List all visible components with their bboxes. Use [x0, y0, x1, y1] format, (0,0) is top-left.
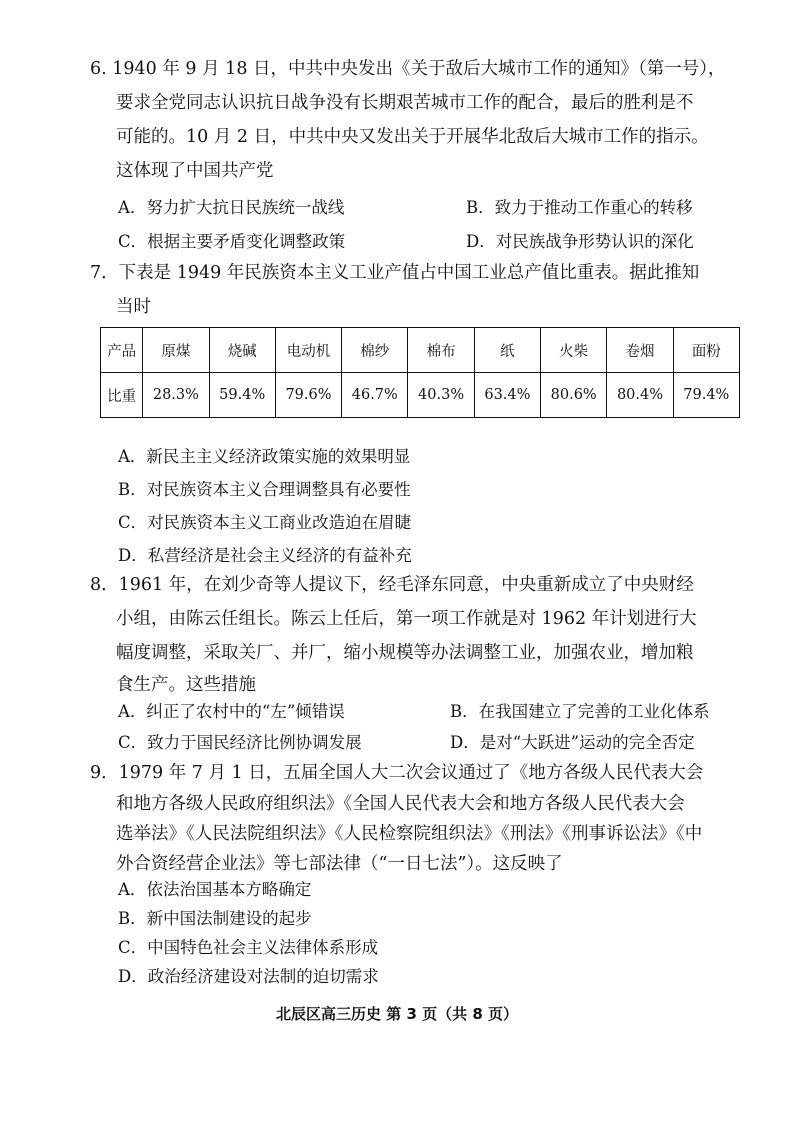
table-row [101, 373, 740, 418]
question-8-line-4: 食生产。这些措施 [116, 675, 256, 695]
question-9-option-b: B．新中国法制建设的起步 [118, 909, 312, 928]
table-cell: 46.7% [342, 373, 408, 418]
table-cell: 比重 [101, 373, 143, 418]
table-cell: 纸 [474, 328, 540, 373]
question-7-option-c: C．对民族资本主义工商业改造迫在眉睫 [118, 513, 412, 532]
table-cell: 63.4% [474, 373, 540, 418]
question-9-line-3: 选举法》《人民法院组织法》《人民检察院组织法》《刑法》《刑事诉讼法》《中 [116, 824, 703, 844]
question-9-option-d: D．政治经济建设对法制的迫切需求 [118, 967, 379, 986]
question-7-option-a: A．新民主主义经济政策实施的效果明显 [118, 447, 411, 466]
table-cell: 80.6% [541, 373, 607, 418]
question-9-option-c: C．中国特色社会主义法律体系形成 [118, 938, 379, 957]
table-cell: 28.3% [143, 373, 209, 418]
question-6-line-4: 这体现了中国共产党 [116, 161, 274, 181]
question-8-line-3: 幅度调整，采取关厂、并厂，缩小规模等办法调整工业，加强农业，增加粮 [116, 643, 694, 663]
question-6-option-b: B．致力于推动工作重心的转移 [466, 198, 693, 217]
table-cell: 卷烟 [607, 328, 673, 373]
question-9-line-4: 外合资经营企业法》等七部法律（“一日七法”）。这反映了 [116, 854, 563, 874]
question-8-option-b: B．在我国建立了完善的工业化体系 [450, 702, 710, 721]
industry-share-table [100, 327, 740, 418]
question-7-line-2: 当时 [116, 297, 151, 317]
question-6-line-3: 可能的。10 月 2 日，中共中央又发出关于开展华北敌后大城市工作的指示。 [116, 127, 709, 147]
question-6-option-a: A．努力扩大抗日民族统一战线 [118, 198, 345, 217]
table-cell: 棉纱 [342, 328, 408, 373]
question-9-line-2: 和地方各级人民政府组织法》《全国人民代表大会和地方各级人民代表大会 [116, 794, 685, 814]
table-cell: 面粉 [673, 328, 739, 373]
table-cell: 80.4% [607, 373, 673, 418]
question-7-option-d: D．私营经济是社会主义经济的有益补充 [118, 546, 412, 565]
table-cell: 79.4% [673, 373, 739, 418]
question-6-option-c: C．根据主要矛盾变化调整政策 [118, 232, 346, 251]
question-8-line-2: 小组，由陈云任组长。陈云上任后，第一项工作就是对 1962 年计划进行大 [116, 609, 697, 629]
question-9-option-a: A．依法治国基本方略确定 [118, 880, 312, 899]
question-6-line-2: 要求全党同志认识抗日战争没有长期艰苦城市工作的配合，最后的胜利是不 [116, 93, 694, 113]
table-cell: 烧碱 [209, 328, 275, 373]
page-footer: 北辰区高三历史 第 3 页（共 8 页） [276, 1005, 518, 1023]
question-6-option-d: D．对民族战争形势认识的深化 [466, 232, 694, 251]
question-6-line-1: 6. 1940 年 9 月 18 日，中共中央发出《关于敌后大城市工作的通知》（第一号）， [90, 59, 726, 79]
table-cell: 产品 [101, 328, 143, 373]
question-8-option-c: C．致力于国民经济比例协调发展 [118, 733, 362, 752]
question-7-line-1: 7．下表是 1949 年民族资本主义工业产值占中国工业总产值比重表。据此推知 [90, 263, 700, 283]
table-cell: 40.3% [408, 373, 474, 418]
table-cell: 电动机 [275, 328, 341, 373]
table-cell: 火柴 [541, 328, 607, 373]
question-7-option-b: B．对民族资本主义合理调整具有必要性 [118, 480, 411, 499]
table-cell: 原煤 [143, 328, 209, 373]
table-cell: 59.4% [209, 373, 275, 418]
question-9-line-1: 9．1979 年 7 月 1 日，五届全国人大二次会议通过了《地方各级人民代表大会 [90, 763, 704, 783]
question-8-option-a: A．纠正了农村中的“左”倾错误 [118, 702, 345, 721]
question-8-option-d: D．是对“大跃进”运动的完全否定 [450, 733, 695, 752]
table-cell: 79.6% [275, 373, 341, 418]
table-header-row [101, 328, 740, 373]
table-cell: 棉布 [408, 328, 474, 373]
question-8-line-1: 8．1961 年，在刘少奇等人提议下，经毛泽东同意，中央重新成立了中央财经 [90, 575, 694, 595]
